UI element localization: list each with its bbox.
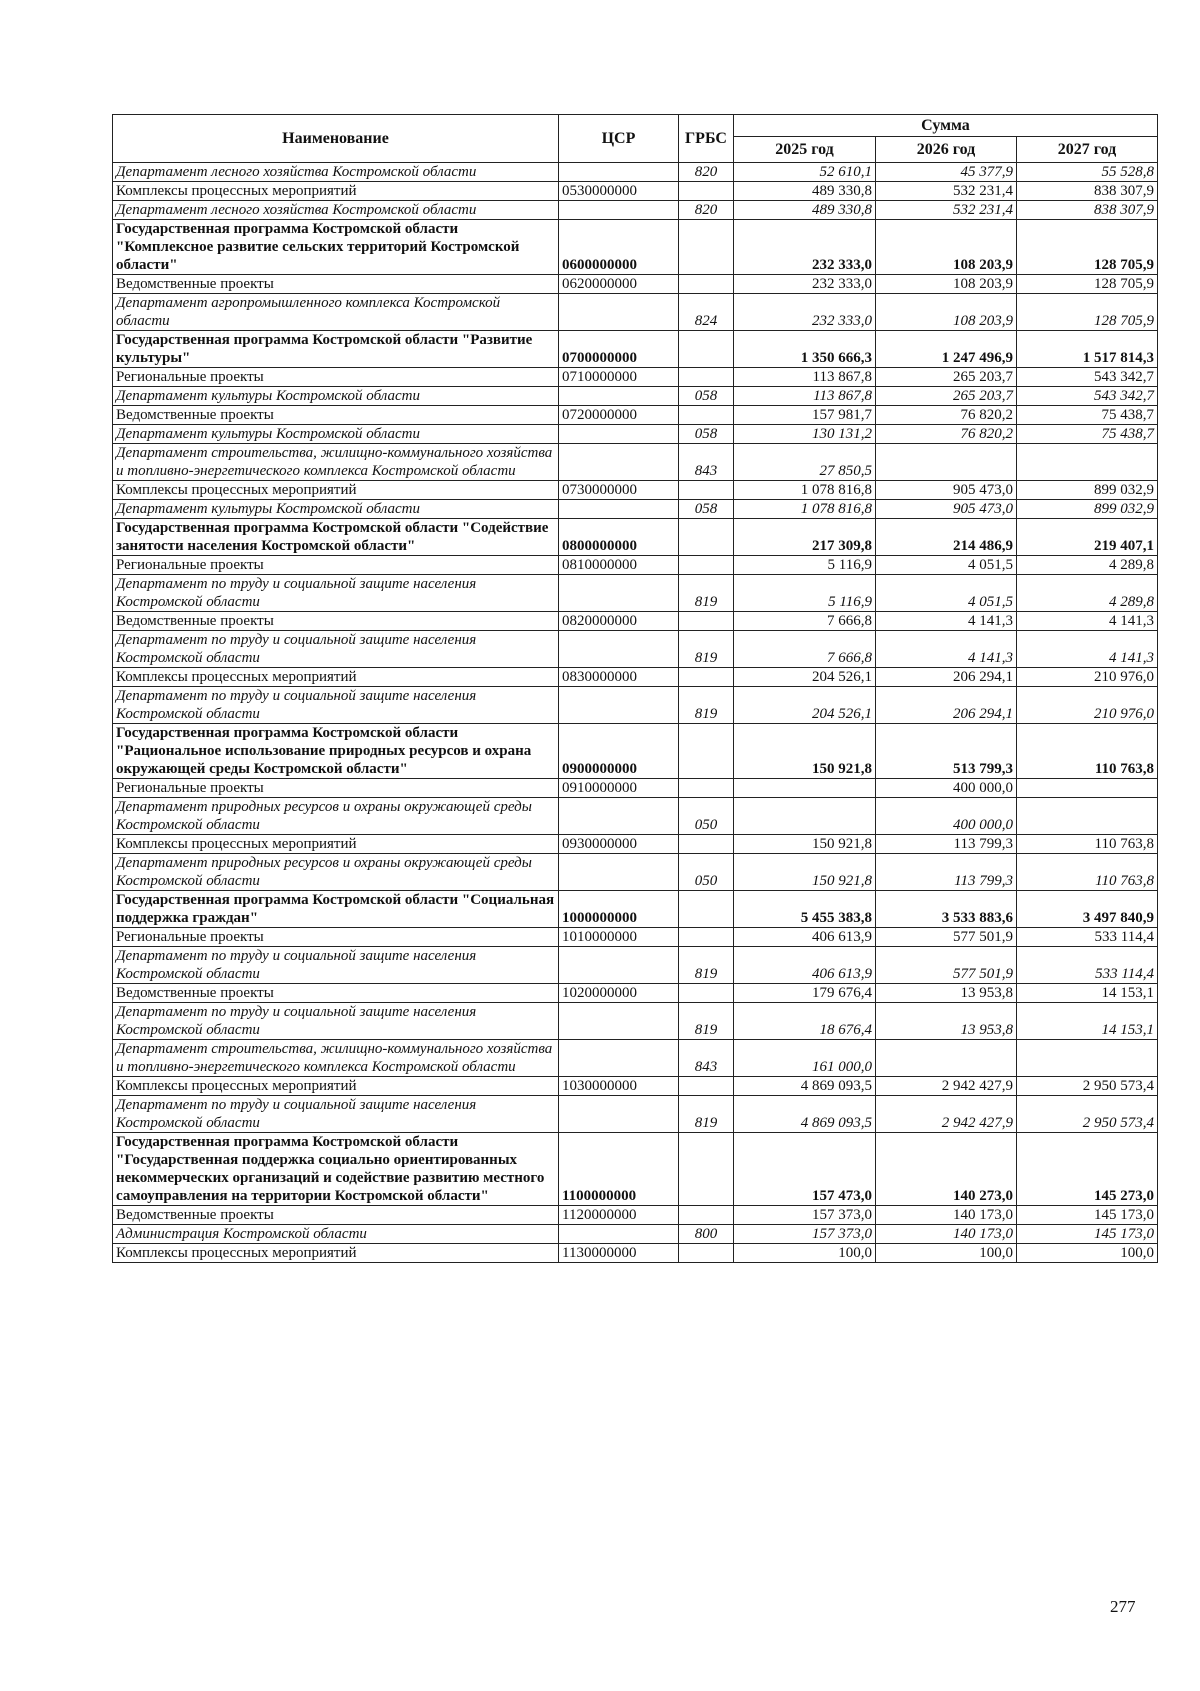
row-name: Департамент агропромышленного комплекса Костромской области bbox=[113, 294, 559, 331]
department-row bbox=[113, 947, 1158, 984]
row-csr: 1030000000 bbox=[559, 1077, 679, 1096]
row-2025: 204 526,1 bbox=[734, 687, 876, 724]
subprogram-row bbox=[113, 556, 1158, 575]
program-row bbox=[113, 1133, 1158, 1206]
row-2026: 206 294,1 bbox=[876, 687, 1017, 724]
row-2025: 157 981,7 bbox=[734, 406, 876, 425]
row-2025: 406 613,9 bbox=[734, 928, 876, 947]
row-2026: 2 942 427,9 bbox=[876, 1077, 1017, 1096]
row-name: Ведомственные проекты bbox=[113, 1206, 559, 1225]
subprogram-row bbox=[113, 984, 1158, 1003]
row-grbs: 843 bbox=[679, 444, 734, 481]
subprogram-row bbox=[113, 368, 1158, 387]
row-name: Департамент строительства, жилищно-коммунального хозяйства и топливно-энергетического комплекса Костромской области bbox=[113, 1040, 559, 1077]
row-2026: 532 231,4 bbox=[876, 182, 1017, 201]
row-2026: 265 203,7 bbox=[876, 387, 1017, 406]
row-2026: 108 203,9 bbox=[876, 294, 1017, 331]
header-name: Наименование bbox=[113, 115, 559, 163]
row-2025: 204 526,1 bbox=[734, 668, 876, 687]
row-2027: 145 173,0 bbox=[1017, 1206, 1158, 1225]
program-row bbox=[113, 331, 1158, 368]
row-grbs bbox=[679, 182, 734, 201]
row-2027: 2 950 573,4 bbox=[1017, 1077, 1158, 1096]
row-csr: 0910000000 bbox=[559, 779, 679, 798]
page-number: 277 bbox=[1110, 1597, 1136, 1616]
row-grbs bbox=[679, 928, 734, 947]
row-2026: 113 799,3 bbox=[876, 854, 1017, 891]
row-csr: 0810000000 bbox=[559, 556, 679, 575]
row-grbs bbox=[679, 331, 734, 368]
row-csr bbox=[559, 163, 679, 182]
row-2026: 1 247 496,9 bbox=[876, 331, 1017, 368]
row-name: Департамент культуры Костромской области bbox=[113, 425, 559, 444]
row-name: Государственная программа Костромской области "Развитие культуры" bbox=[113, 331, 559, 368]
row-name: Региональные проекты bbox=[113, 779, 559, 798]
row-2025: 7 666,8 bbox=[734, 612, 876, 631]
row-2026: 76 820,2 bbox=[876, 425, 1017, 444]
department-row bbox=[113, 425, 1158, 444]
row-name: Департамент по труду и социальной защите населения Костромской области bbox=[113, 1096, 559, 1133]
row-2026: 400 000,0 bbox=[876, 779, 1017, 798]
row-2027: 4 141,3 bbox=[1017, 631, 1158, 668]
row-2025: 113 867,8 bbox=[734, 387, 876, 406]
row-2026: 4 141,3 bbox=[876, 612, 1017, 631]
row-name: Региональные проекты bbox=[113, 928, 559, 947]
row-2026 bbox=[876, 444, 1017, 481]
row-grbs: 058 bbox=[679, 500, 734, 519]
row-2025: 130 131,2 bbox=[734, 425, 876, 444]
row-grbs: 820 bbox=[679, 201, 734, 220]
department-row bbox=[113, 798, 1158, 835]
row-grbs: 819 bbox=[679, 687, 734, 724]
row-2026: 100,0 bbox=[876, 1244, 1017, 1263]
row-name: Государственная программа Костромской области "Социальная поддержка граждан" bbox=[113, 891, 559, 928]
department-row bbox=[113, 575, 1158, 612]
row-2026: 4 051,5 bbox=[876, 575, 1017, 612]
row-2027: 128 705,9 bbox=[1017, 294, 1158, 331]
subprogram-row bbox=[113, 406, 1158, 425]
row-grbs: 819 bbox=[679, 575, 734, 612]
row-grbs bbox=[679, 984, 734, 1003]
row-2025: 157 373,0 bbox=[734, 1206, 876, 1225]
header-2025: 2025 год bbox=[734, 137, 876, 163]
subprogram-row bbox=[113, 275, 1158, 294]
program-row bbox=[113, 724, 1158, 779]
row-2027: 110 763,8 bbox=[1017, 724, 1158, 779]
row-csr: 1010000000 bbox=[559, 928, 679, 947]
row-name: Ведомственные проекты bbox=[113, 406, 559, 425]
row-csr: 0620000000 bbox=[559, 275, 679, 294]
row-csr: 0530000000 bbox=[559, 182, 679, 201]
row-csr: 0900000000 bbox=[559, 724, 679, 779]
row-grbs bbox=[679, 779, 734, 798]
row-name: Департамент природных ресурсов и охраны окружающей среды Костромской области bbox=[113, 854, 559, 891]
row-grbs bbox=[679, 835, 734, 854]
row-2025: 5 455 383,8 bbox=[734, 891, 876, 928]
row-grbs: 824 bbox=[679, 294, 734, 331]
row-2027: 75 438,7 bbox=[1017, 425, 1158, 444]
row-2027: 210 976,0 bbox=[1017, 687, 1158, 724]
row-2027: 3 497 840,9 bbox=[1017, 891, 1158, 928]
row-name: Государственная программа Костромской области "Комплексное развитие сельских территорий Костромской области" bbox=[113, 220, 559, 275]
row-2027 bbox=[1017, 798, 1158, 835]
row-csr bbox=[559, 294, 679, 331]
table-header bbox=[113, 115, 1158, 163]
row-grbs: 819 bbox=[679, 947, 734, 984]
row-2026: 108 203,9 bbox=[876, 220, 1017, 275]
row-2027: 210 976,0 bbox=[1017, 668, 1158, 687]
row-2026: 140 173,0 bbox=[876, 1206, 1017, 1225]
row-2027: 100,0 bbox=[1017, 1244, 1158, 1263]
subprogram-row bbox=[113, 928, 1158, 947]
row-grbs bbox=[679, 724, 734, 779]
row-name: Государственная программа Костромской области "Рациональное использование природных ресурсов и охрана окружающей среды Костромской области" bbox=[113, 724, 559, 779]
subprogram-row bbox=[113, 481, 1158, 500]
row-grbs bbox=[679, 220, 734, 275]
row-2027: 145 273,0 bbox=[1017, 1133, 1158, 1206]
row-name: Региональные проекты bbox=[113, 556, 559, 575]
row-csr: 1020000000 bbox=[559, 984, 679, 1003]
row-2026: 4 051,5 bbox=[876, 556, 1017, 575]
row-grbs: 820 bbox=[679, 163, 734, 182]
row-2027: 4 289,8 bbox=[1017, 556, 1158, 575]
row-grbs: 058 bbox=[679, 425, 734, 444]
row-2025: 4 869 093,5 bbox=[734, 1096, 876, 1133]
row-grbs: 050 bbox=[679, 798, 734, 835]
row-2027: 899 032,9 bbox=[1017, 500, 1158, 519]
row-grbs bbox=[679, 368, 734, 387]
row-name: Департамент по труду и социальной защите населения Костромской области bbox=[113, 1003, 559, 1040]
row-2025: 5 116,9 bbox=[734, 556, 876, 575]
row-2026: 13 953,8 bbox=[876, 984, 1017, 1003]
department-row bbox=[113, 1096, 1158, 1133]
row-grbs: 819 bbox=[679, 1003, 734, 1040]
subprogram-row bbox=[113, 1077, 1158, 1096]
row-csr bbox=[559, 387, 679, 406]
row-name: Региональные проекты bbox=[113, 368, 559, 387]
row-2026: 3 533 883,6 bbox=[876, 891, 1017, 928]
row-grbs: 800 bbox=[679, 1225, 734, 1244]
row-grbs: 819 bbox=[679, 1096, 734, 1133]
department-row bbox=[113, 1040, 1158, 1077]
subprogram-row bbox=[113, 182, 1158, 201]
row-2026: 400 000,0 bbox=[876, 798, 1017, 835]
row-2026: 45 377,9 bbox=[876, 163, 1017, 182]
row-2025: 1 078 816,8 bbox=[734, 481, 876, 500]
row-grbs bbox=[679, 1244, 734, 1263]
row-name: Департамент культуры Костромской области bbox=[113, 387, 559, 406]
row-2027: 128 705,9 bbox=[1017, 275, 1158, 294]
row-name: Государственная программа Костромской области "Государственная поддержка социально ориентированных некоммерческих организаций и содействие развитию местного самоуправления на территории Костромской области" bbox=[113, 1133, 559, 1206]
row-2027: 110 763,8 bbox=[1017, 854, 1158, 891]
row-2027: 14 153,1 bbox=[1017, 984, 1158, 1003]
department-row bbox=[113, 687, 1158, 724]
department-row bbox=[113, 163, 1158, 182]
row-csr bbox=[559, 854, 679, 891]
row-grbs bbox=[679, 891, 734, 928]
row-2027 bbox=[1017, 444, 1158, 481]
row-name: Ведомственные проекты bbox=[113, 612, 559, 631]
row-csr bbox=[559, 500, 679, 519]
subprogram-row bbox=[113, 612, 1158, 631]
header-csr: ЦСР bbox=[559, 115, 679, 163]
row-grbs bbox=[679, 556, 734, 575]
row-2025: 5 116,9 bbox=[734, 575, 876, 612]
row-2025: 113 867,8 bbox=[734, 368, 876, 387]
row-csr bbox=[559, 1225, 679, 1244]
department-row bbox=[113, 1003, 1158, 1040]
row-csr: 1000000000 bbox=[559, 891, 679, 928]
row-2026: 577 501,9 bbox=[876, 947, 1017, 984]
row-csr bbox=[559, 1096, 679, 1133]
row-csr: 0820000000 bbox=[559, 612, 679, 631]
row-csr: 0930000000 bbox=[559, 835, 679, 854]
row-2026: 4 141,3 bbox=[876, 631, 1017, 668]
row-name: Департамент по труду и социальной защите населения Костромской области bbox=[113, 687, 559, 724]
row-2025: 489 330,8 bbox=[734, 201, 876, 220]
row-2026: 13 953,8 bbox=[876, 1003, 1017, 1040]
row-2027: 219 407,1 bbox=[1017, 519, 1158, 556]
row-2025: 232 333,0 bbox=[734, 294, 876, 331]
row-2025: 161 000,0 bbox=[734, 1040, 876, 1077]
row-name: Департамент по труду и социальной защите населения Костромской области bbox=[113, 631, 559, 668]
row-2027: 533 114,4 bbox=[1017, 947, 1158, 984]
row-csr bbox=[559, 798, 679, 835]
row-csr bbox=[559, 425, 679, 444]
row-grbs bbox=[679, 612, 734, 631]
row-2026: 513 799,3 bbox=[876, 724, 1017, 779]
row-2025: 52 610,1 bbox=[734, 163, 876, 182]
row-2026: 577 501,9 bbox=[876, 928, 1017, 947]
row-name: Комплексы процессных мероприятий bbox=[113, 1077, 559, 1096]
row-2026: 108 203,9 bbox=[876, 275, 1017, 294]
row-2025: 150 921,8 bbox=[734, 835, 876, 854]
row-grbs bbox=[679, 481, 734, 500]
row-2026: 140 173,0 bbox=[876, 1225, 1017, 1244]
row-2025: 157 373,0 bbox=[734, 1225, 876, 1244]
row-grbs bbox=[679, 406, 734, 425]
row-2025 bbox=[734, 779, 876, 798]
subprogram-row bbox=[113, 835, 1158, 854]
row-2027: 543 342,7 bbox=[1017, 368, 1158, 387]
row-name: Комплексы процессных мероприятий bbox=[113, 668, 559, 687]
row-2026: 2 942 427,9 bbox=[876, 1096, 1017, 1133]
subprogram-row bbox=[113, 1206, 1158, 1225]
row-name: Департамент природных ресурсов и охраны окружающей среды Костромской области bbox=[113, 798, 559, 835]
department-row bbox=[113, 387, 1158, 406]
row-name: Государственная программа Костромской области "Содействие занятости населения Костромской области" bbox=[113, 519, 559, 556]
row-name: Департамент лесного хозяйства Костромской области bbox=[113, 201, 559, 220]
row-2027: 55 528,8 bbox=[1017, 163, 1158, 182]
department-row bbox=[113, 631, 1158, 668]
subprogram-row bbox=[113, 1244, 1158, 1263]
row-csr bbox=[559, 1003, 679, 1040]
row-csr bbox=[559, 444, 679, 481]
row-grbs: 058 bbox=[679, 387, 734, 406]
row-csr bbox=[559, 575, 679, 612]
row-2027: 899 032,9 bbox=[1017, 481, 1158, 500]
row-2027 bbox=[1017, 1040, 1158, 1077]
row-name: Департамент по труду и социальной защите населения Костромской области bbox=[113, 575, 559, 612]
row-csr: 0710000000 bbox=[559, 368, 679, 387]
header-sum: Сумма bbox=[734, 115, 1158, 137]
row-2026: 532 231,4 bbox=[876, 201, 1017, 220]
row-2026 bbox=[876, 1040, 1017, 1077]
row-grbs bbox=[679, 519, 734, 556]
row-name: Комплексы процессных мероприятий bbox=[113, 835, 559, 854]
row-2025: 1 078 816,8 bbox=[734, 500, 876, 519]
row-csr: 0730000000 bbox=[559, 481, 679, 500]
row-csr bbox=[559, 201, 679, 220]
row-2026: 265 203,7 bbox=[876, 368, 1017, 387]
department-row bbox=[113, 500, 1158, 519]
row-2026: 214 486,9 bbox=[876, 519, 1017, 556]
department-row bbox=[113, 201, 1158, 220]
row-name: Комплексы процессных мероприятий bbox=[113, 182, 559, 201]
row-name: Комплексы процессных мероприятий bbox=[113, 481, 559, 500]
row-csr bbox=[559, 1040, 679, 1077]
row-2026: 905 473,0 bbox=[876, 500, 1017, 519]
row-csr: 1120000000 bbox=[559, 1206, 679, 1225]
row-name: Ведомственные проекты bbox=[113, 984, 559, 1003]
row-csr: 0720000000 bbox=[559, 406, 679, 425]
row-name: Департамент строительства, жилищно-коммунального хозяйства и топливно-энергетического комплекса Костромской области bbox=[113, 444, 559, 481]
budget-table bbox=[112, 114, 1158, 1263]
row-2025 bbox=[734, 798, 876, 835]
department-row bbox=[113, 294, 1158, 331]
table-body bbox=[113, 163, 1158, 1263]
row-name: Ведомственные проекты bbox=[113, 275, 559, 294]
department-row bbox=[113, 1225, 1158, 1244]
row-csr: 0600000000 bbox=[559, 220, 679, 275]
row-2027: 4 289,8 bbox=[1017, 575, 1158, 612]
program-row bbox=[113, 891, 1158, 928]
row-2025: 232 333,0 bbox=[734, 275, 876, 294]
row-name: Комплексы процессных мероприятий bbox=[113, 1244, 559, 1263]
row-2027: 2 950 573,4 bbox=[1017, 1096, 1158, 1133]
row-2025: 7 666,8 bbox=[734, 631, 876, 668]
row-2025: 489 330,8 bbox=[734, 182, 876, 201]
row-grbs bbox=[679, 1077, 734, 1096]
row-2025: 100,0 bbox=[734, 1244, 876, 1263]
subprogram-row bbox=[113, 668, 1158, 687]
row-csr bbox=[559, 947, 679, 984]
row-2026: 113 799,3 bbox=[876, 835, 1017, 854]
row-csr: 1100000000 bbox=[559, 1133, 679, 1206]
row-csr: 1130000000 bbox=[559, 1244, 679, 1263]
row-name: Администрация Костромской области bbox=[113, 1225, 559, 1244]
row-2026: 905 473,0 bbox=[876, 481, 1017, 500]
row-2026: 206 294,1 bbox=[876, 668, 1017, 687]
row-2025: 150 921,8 bbox=[734, 854, 876, 891]
row-2027: 75 438,7 bbox=[1017, 406, 1158, 425]
row-2027: 838 307,9 bbox=[1017, 182, 1158, 201]
row-name: Департамент культуры Костромской области bbox=[113, 500, 559, 519]
row-grbs bbox=[679, 1133, 734, 1206]
row-name: Департамент по труду и социальной защите населения Костромской области bbox=[113, 947, 559, 984]
subprogram-row bbox=[113, 779, 1158, 798]
row-csr: 0800000000 bbox=[559, 519, 679, 556]
row-grbs: 819 bbox=[679, 631, 734, 668]
row-csr bbox=[559, 687, 679, 724]
row-2026: 76 820,2 bbox=[876, 406, 1017, 425]
row-grbs: 050 bbox=[679, 854, 734, 891]
department-row bbox=[113, 854, 1158, 891]
row-2025: 1 350 666,3 bbox=[734, 331, 876, 368]
row-2027: 110 763,8 bbox=[1017, 835, 1158, 854]
row-grbs: 843 bbox=[679, 1040, 734, 1077]
row-name: Департамент лесного хозяйства Костромской области bbox=[113, 163, 559, 182]
row-2025: 4 869 093,5 bbox=[734, 1077, 876, 1096]
row-2027: 1 517 814,3 bbox=[1017, 331, 1158, 368]
header-grbs: ГРБС bbox=[679, 115, 734, 163]
header-2027: 2027 год bbox=[1017, 137, 1158, 163]
row-2025: 217 309,8 bbox=[734, 519, 876, 556]
row-2027: 128 705,9 bbox=[1017, 220, 1158, 275]
row-2025: 232 333,0 bbox=[734, 220, 876, 275]
row-csr bbox=[559, 631, 679, 668]
row-2027: 838 307,9 bbox=[1017, 201, 1158, 220]
row-grbs bbox=[679, 275, 734, 294]
row-2025: 18 676,4 bbox=[734, 1003, 876, 1040]
row-2025: 406 613,9 bbox=[734, 947, 876, 984]
row-2025: 179 676,4 bbox=[734, 984, 876, 1003]
row-2027 bbox=[1017, 779, 1158, 798]
row-csr: 0700000000 bbox=[559, 331, 679, 368]
department-row bbox=[113, 444, 1158, 481]
row-csr: 0830000000 bbox=[559, 668, 679, 687]
row-2025: 150 921,8 bbox=[734, 724, 876, 779]
row-2026: 140 273,0 bbox=[876, 1133, 1017, 1206]
row-2027: 14 153,1 bbox=[1017, 1003, 1158, 1040]
row-2027: 543 342,7 bbox=[1017, 387, 1158, 406]
row-grbs bbox=[679, 668, 734, 687]
row-2025: 27 850,5 bbox=[734, 444, 876, 481]
header-2026: 2026 год bbox=[876, 137, 1017, 163]
row-2027: 533 114,4 bbox=[1017, 928, 1158, 947]
program-row bbox=[113, 519, 1158, 556]
row-2025: 157 473,0 bbox=[734, 1133, 876, 1206]
row-2027: 4 141,3 bbox=[1017, 612, 1158, 631]
row-grbs bbox=[679, 1206, 734, 1225]
program-row bbox=[113, 220, 1158, 275]
row-2027: 145 173,0 bbox=[1017, 1225, 1158, 1244]
